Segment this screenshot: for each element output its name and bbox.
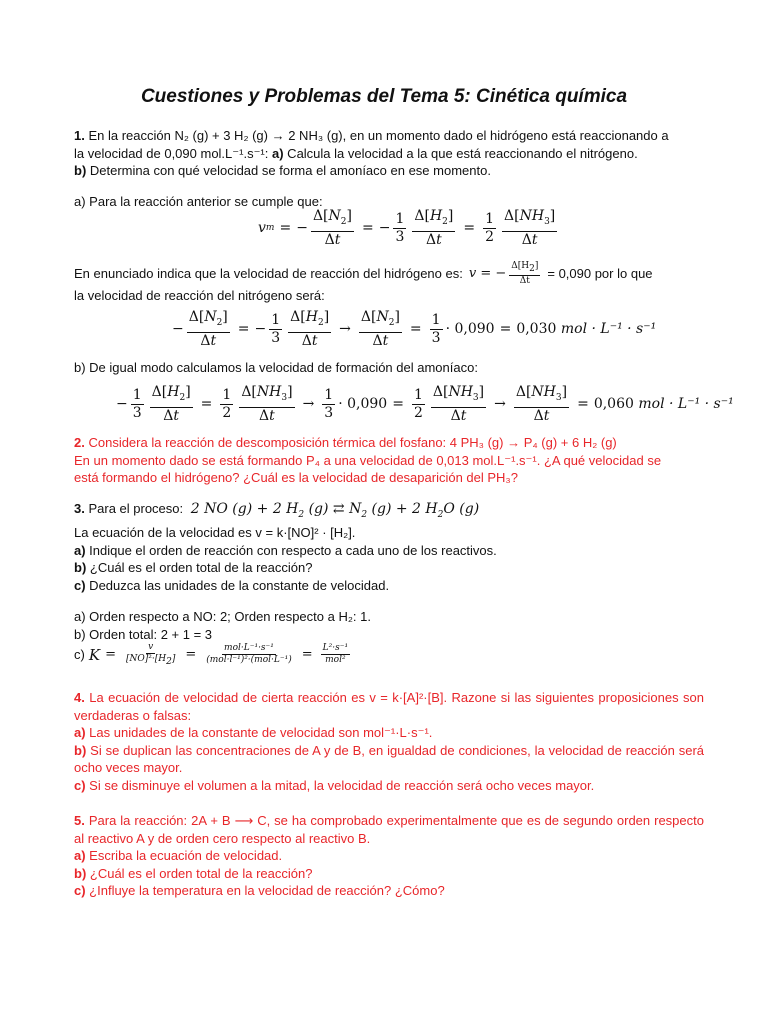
rate-equation-1: v m = − $\frac{\Delta[N_2]}{\Delta t}$ = − $\frac{1}{3}$ $\frac{\Delta[H_2]}{\Delta t}$ = $\frac{1}{2}$ $\frac{\Delta[NH_3]}{\Delta t}$ — [258, 208, 556, 248]
rate-equation-3: − $\frac{1}{3}$ $\frac{\Delta[H_2]}{\Delta t}$ = $\frac{1}{2}$ $\frac{\Delta[NH_3]}{\Delta t}$ → $\frac{1}{3}$ · 0,090 = $\frac{1}{2}$ $\frac{\Delta[NH_3]}{\Delta t}$ → $\frac{\Delta[NH_3]}{\Delta t}$ = 0,060 mol · L⁻¹ · s⁻¹ — [116, 384, 734, 424]
problem-2-statement: 2. Considera la reacción de descomposición térmica del fosfano: 4 PH₃ (g) → P₄ (g) + 6 H₂ (g) En un momento dado se está formando P₄ a una velocidad de 0,013 mol.L⁻¹.s⁻¹. ¿A qué velocidad se está formando el hidrógeno? ¿Cuál es la velocidad de desaparición del PH₃? — [74, 435, 662, 485]
problem-1-enunciado: En enunciado indica que la velocidad de reacción del hidrógeno es: v = − $\frac{\Delta[H_2]}{\Delta t}$ = 0,090 por lo que la velocidad de reacción del nitrógeno será: — [74, 261, 653, 303]
problem-5-statement: 5. Para la reacción: 2A + B ⟶ C, se ha comprobado experimentalmente que es de segundo orden respecto al reactivo A y de orden cero respecto al reactivo B. a) Escriba la ecuación de velocidad. b) ¿Cuál es el orden total de la reacción? c) ¿Influye la temperatura en la velocidad de reacción? ¿Cómo? — [74, 813, 704, 898]
problem-1-line-2: la velocidad de 0,090 mol.L⁻¹.s⁻¹: a) Calcula la velocidad a la que está reaccionando el nitrógeno. — [74, 145, 638, 161]
problem-3-answers: a) Orden respecto a NO: 2; Orden respecto a H₂: 1. b) Orden total: 2 + 1 = 3 — [74, 609, 371, 642]
rate-equation-2: − $\frac{\Delta[N_2]}{\Delta t}$ = − $\frac{1}{3}$ $\frac{\Delta[H_2]}{\Delta t}$ → $\frac{\Delta[N_2]}{\Delta t}$ = $\frac{1}{3}$ · 0,090 = 0,030 mol · L⁻¹ · s⁻¹ — [172, 309, 657, 349]
problem-3-statement: 3. Para el proceso: 2 NO (g) + 2 $H_2$ (g) ⇄ $N_2$ (g) + 2 $H_2O$ (g) La ecuación de la velocidad es v = k·[NO]² · [H₂]. a) Indique el orden de reacción con respecto a cada uno de los reactivos. b) ¿Cuál es el orden total de la reacción? c) Deduzca las unidades de la constante de velocidad. — [74, 501, 497, 593]
rate-constant-units-equation: c) K = $\frac{v}{[NO]^2\cdot[H_2]}$ = $\frac{\text{mol·L⁻¹·s⁻¹}}{\text{(mol·l⁻¹)²·(mol·L⁻¹)}}$ = $\frac{\text{L²·s⁻¹}}{\text{mol²}}$ — [74, 642, 349, 667]
problem-1-statement — [74, 127, 714, 180]
problem-1-solution-b-intro: b) De igual modo calculamos la velocidad de formación del amoníaco: — [74, 360, 478, 375]
problem-1-solution-a-intro: a) Para la reacción anterior se cumple que: — [74, 194, 323, 209]
problem-4-statement: 4. La ecuación de velocidad de cierta reacción es v = k·[A]²·[B]. Razone si las siguientes proposiciones son verdaderas o falsas: a) Las unidades de la constante de velocidad son mol⁻¹·L·s⁻¹. b) Si se duplican las concentraciones de A y de B, en igualdad de condiciones, la velocidad de reacción será ocho veces mayor. c) Si se disminuye el volumen a la mitad, la velocidad de reacción será ocho veces mayor. — [74, 690, 704, 793]
page-title: Cuestiones y Problemas del Tema 5: Cinética química — [140, 86, 628, 107]
problem-1-line-3: b) Determina con qué velocidad se forma el amoníaco en ese momento. — [74, 163, 491, 178]
problem-1-line-1: 1. En la reacción N₂ (g) + 3 H₂ (g) → 2 NH₃ (g), en un momento dado el hidrógeno está reaccionando a — [74, 128, 669, 143]
